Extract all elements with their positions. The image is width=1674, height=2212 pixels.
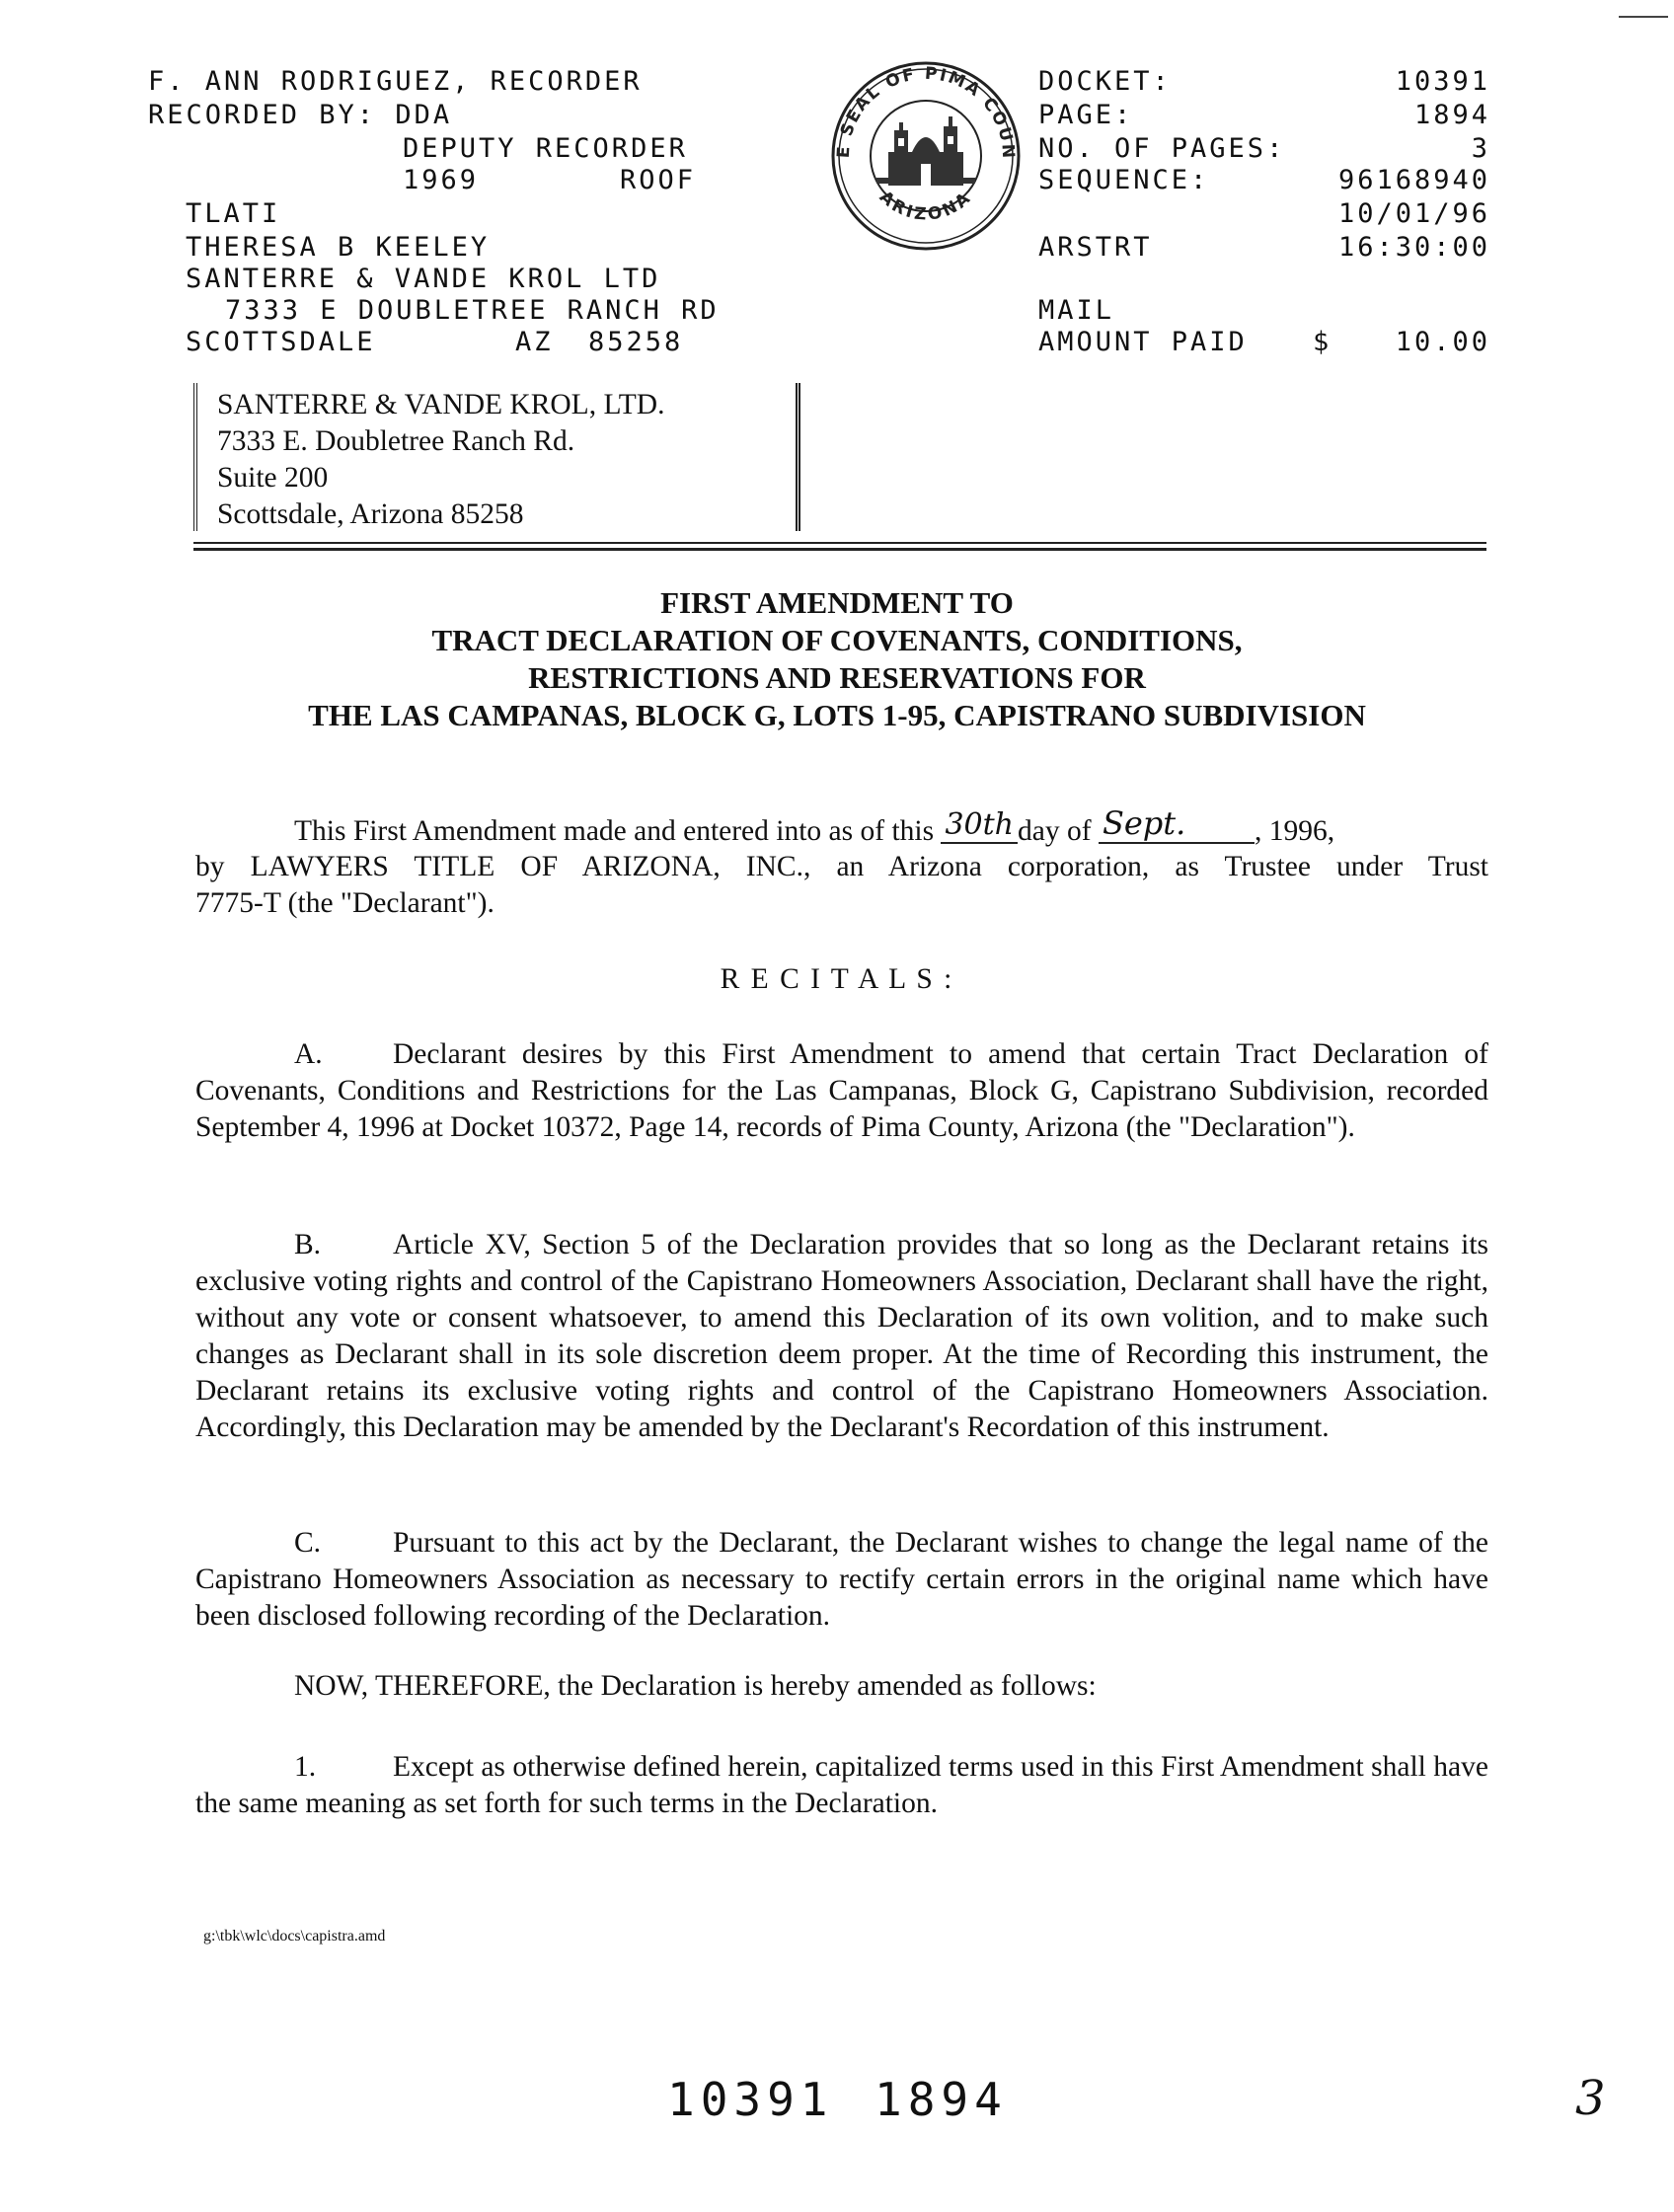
recital-b xyxy=(195,1227,1488,1446)
intro-text-year: , 1996, xyxy=(1254,815,1335,847)
document-title-line3: RESTRICTIONS AND RESERVATIONS FOR xyxy=(528,660,1146,695)
page-label: PAGE: xyxy=(1038,100,1134,130)
scan-mark xyxy=(1619,16,1668,18)
county-seal xyxy=(827,57,1025,255)
recital-b-label: B. xyxy=(294,1229,322,1260)
sequence-label: SEQUENCE: xyxy=(1038,165,1210,195)
record-time: 16:30:00 xyxy=(1337,232,1490,263)
currency-symbol: $ xyxy=(1313,327,1332,357)
footer-page: 1894 xyxy=(875,2073,1008,2126)
intro-text-day-of: day of xyxy=(1018,815,1099,847)
now-therefore: NOW, THEREFORE, the Declaration is hereby amended as follows: xyxy=(294,1670,1097,1702)
recorder-firm: SANTERRE & VANDE KROL LTD xyxy=(186,264,661,294)
document-title-line2: TRACT DECLARATION OF COVENANTS, CONDITIONS, xyxy=(431,623,1243,657)
mail-label: MAIL xyxy=(1038,295,1115,326)
recorder-state: AZ xyxy=(515,327,554,357)
clause-1-label: 1. xyxy=(294,1751,317,1783)
footer-docket: 10391 xyxy=(667,2073,834,2126)
recorder-code-roof: ROOF xyxy=(620,165,697,195)
return-address-firm: SANTERRE & VANDE KROL, LTD. xyxy=(217,389,665,420)
recorder-zip: 85258 xyxy=(588,327,684,357)
divider-rule-bottom xyxy=(193,548,1486,551)
recorder-street: 7333 E DOUBLETREE RANCH RD xyxy=(225,295,720,326)
record-date: 10/01/96 xyxy=(1337,198,1490,229)
handwritten-page-number: 3 xyxy=(1575,2071,1606,2126)
recorder-person: THERESA B KEELEY xyxy=(186,232,491,263)
sequence-value: 96168940 xyxy=(1337,165,1490,195)
recorder-code: 1969 xyxy=(403,165,480,195)
intro-month-handwritten: Sept. xyxy=(1099,805,1255,844)
document-title-line1: FIRST AMENDMENT TO xyxy=(660,585,1014,620)
clause-1-text: Except as otherwise defined herein, capitalized terms used in this First Amendment shall have the same meaning as set forth for such terms in the Declaration. xyxy=(195,1751,1488,1819)
recital-a-text: Declarant desires by this First Amendment to amend that certain Tract Declaration of Covenants, Conditions and Restrictions for the Las Campanas, Block G, Capistrano Subdivision, recorded September 4, 1996 at Docket 10372, Page 14, records of Pima County, Arizona (the "Declaration"). xyxy=(195,1038,1488,1143)
pages-value: 3 xyxy=(1471,133,1490,164)
recital-c xyxy=(195,1525,1488,1635)
amount-value: 10.00 xyxy=(1395,327,1490,357)
recital-c-text: Pursuant to this act by the Declarant, the Declarant wishes to change the legal name of the Capistrano Homeowners Association as necessary to rectify certain errors in the original name which have been disclosed following recording of the Declaration. xyxy=(195,1527,1488,1632)
recorder-name: F. ANN RODRIGUEZ, RECORDER xyxy=(148,66,643,97)
recitals-heading: R E C I T A L S : xyxy=(720,963,954,995)
recital-a-label: A. xyxy=(294,1038,323,1070)
intro-day-handwritten: 30th xyxy=(941,807,1018,844)
pages-label: NO. OF PAGES: xyxy=(1038,133,1286,164)
recorder-city: SCOTTSDALE xyxy=(186,327,376,357)
document-title-line4: THE LAS CAMPANAS, BLOCK G, LOTS 1-95, CAPISTRANO SUBDIVISION xyxy=(308,698,1366,732)
return-address-city: Scottsdale, Arizona 85258 xyxy=(217,498,524,530)
return-address-street: 7333 E. Doubletree Ranch Rd. xyxy=(217,425,575,457)
intro-line1 xyxy=(294,804,1335,850)
recorder-tlati: TLATI xyxy=(186,198,281,229)
divider-rule-top xyxy=(193,542,1486,544)
seal-icon xyxy=(827,57,1025,255)
seal-top-text: E SEAL OF PIMA COUN xyxy=(833,63,1019,161)
recital-a xyxy=(195,1036,1488,1146)
file-path: g:\tbk\wlc\docs\capistra.amd xyxy=(203,1928,386,1945)
recital-b-text: Article XV, Section 5 of the Declaration provides that so long as the Declarant retains its exclusive voting rights and control of the Capistrano Homeowners Association, Declarant shall have the right, without any vote or consent whatsoever, to amend this Declaration of its own volition, and to make such changes as Declarant shall in its sole discretion deem proper. At the time of Recording this instrument, the Declarant retains its exclusive voting rights and control of the Capistrano Homeowners Association. Accordingly, this Declaration may be amended by the Declarant's Recordation of this instrument. xyxy=(195,1229,1488,1443)
clause-1 xyxy=(195,1749,1488,1822)
recital-c-label: C. xyxy=(294,1527,322,1559)
return-address-suite: Suite 200 xyxy=(217,462,329,494)
docket-label: DOCKET: xyxy=(1038,66,1172,97)
seal-bottom-text: ARIZONA xyxy=(875,187,977,225)
amount-label: AMOUNT PAID xyxy=(1038,327,1248,357)
intro-text-start: This First Amendment made and entered into as of this xyxy=(294,815,942,847)
svg-text:ARIZONA xyxy=(875,188,976,225)
intro-line3: 7775-T (the "Declarant"). xyxy=(195,887,495,919)
intro-line2: by LAWYERS TITLE OF ARIZONA, INC., an Arizona corporation, as Trustee under Trust xyxy=(195,851,1488,882)
docket-value: 10391 xyxy=(1395,66,1490,97)
page-value: 1894 xyxy=(1413,100,1490,130)
arstrt-label: ARSTRT xyxy=(1038,232,1153,263)
recorded-by: RECORDED BY: DDA xyxy=(148,100,453,130)
deputy-recorder: DEPUTY RECORDER xyxy=(403,133,688,164)
